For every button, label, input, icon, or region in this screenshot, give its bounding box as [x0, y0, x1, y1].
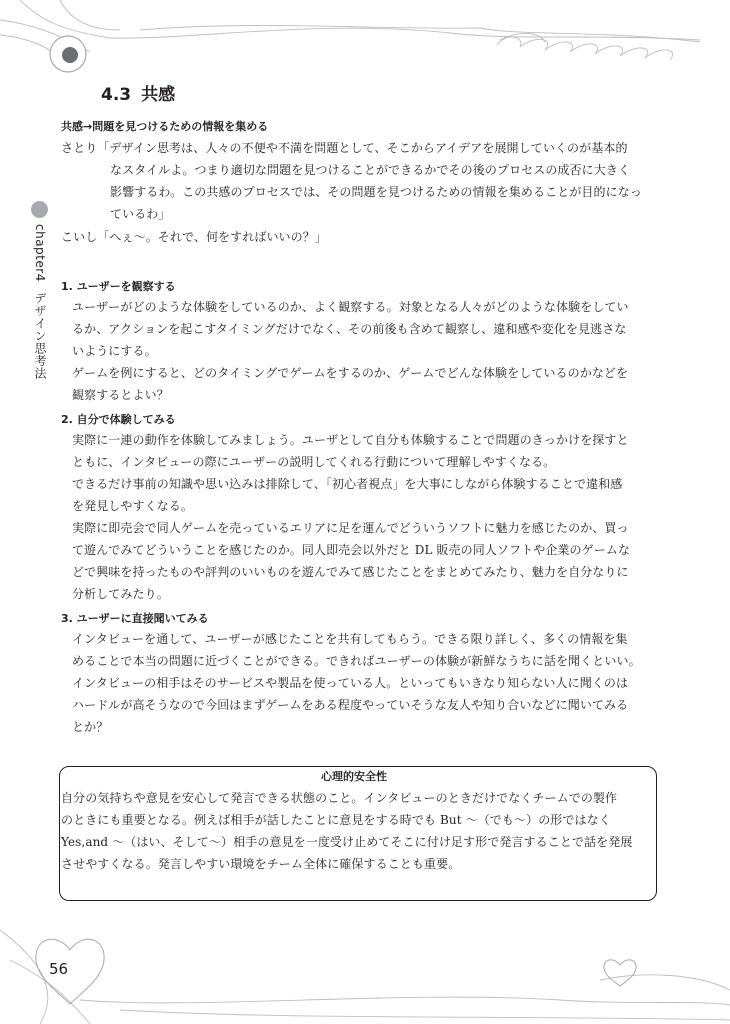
chapter-dot-icon — [31, 201, 48, 218]
chapter-title: デザイン思考法 — [33, 291, 47, 380]
chapter-number: chapter4 — [33, 224, 47, 282]
step-1-line: 観察するとよい？ — [72, 388, 169, 402]
chapter-label — [32, 224, 49, 379]
step-2-line: を発見しやすくなる。 — [72, 499, 194, 513]
satori-line: さとり「デザイン思考は、人々の不便や不満を問題として、そこからアイデアを展開していくのが基本的 — [61, 141, 628, 155]
step-2-line: 実際に即売会で同人ゲームを売っているエリアに足を運んでどういうソフトに魅力を感じたのか、買っ — [72, 521, 629, 535]
satori-line: ているわ」 — [110, 207, 171, 221]
step-2-heading: 2. 自分で体験してみる — [61, 413, 176, 426]
note-line: のときにも重要となる。例えば相手が話したことに意見をする時でも But ～（でも～）の形ではなく — [61, 813, 611, 827]
step-1-line: いようにする。 — [72, 344, 157, 358]
note-title: 心理的安全性 — [321, 770, 387, 783]
step-2-line: どで興味を持ったものや評判のいいものを遊んでみて感じたことをまとめてみたり、魅力を自分なりに — [72, 565, 629, 579]
step-1-line: ユーザーがどのような体験をしているのか、よく観察する。対象となる人々がどのような体験をしてい — [72, 300, 629, 314]
step-2-line: て遊んでみてどういうことを感じたのか。同人即売会以外だと DL 販売の同人ソフトや企業のゲームな — [72, 543, 631, 557]
note-line: Yes,and ～（はい、そして～）相手の意見を一度受け止めてそこに付け足す形で発言することで話を発展 — [61, 835, 633, 849]
page-number: 56 — [49, 960, 69, 978]
step-3-line: インタビューの相手はそのサービスや製品を使っている人。といってもいきなり知らない人に聞くのは — [72, 676, 629, 690]
section-title-text: 共感 — [141, 85, 176, 105]
note-line: させやすくなる。発言しやすい環境をチーム全体に確保することも重要。 — [61, 857, 461, 871]
step-1-line: るか、アクションを起こすタイミングだけでなく、その前後も含めて観察し、違和感や変化を見逃さな — [72, 322, 627, 336]
step-3-heading: 3. ユーザーに直接聞いてみる — [61, 612, 209, 625]
section-number: 4.3 — [101, 85, 132, 105]
step-3-line: ハードルが高そうなので今回はまずゲームをある程度やっていそうな友人や知り合いなどに聞いてみる — [72, 698, 629, 712]
intro-heading: 共感→問題を見つけるための情報を集める — [61, 120, 269, 133]
step-1-heading: 1. ユーザーを観察する — [61, 280, 176, 293]
chapter-side-tab — [30, 201, 50, 379]
section-title — [101, 80, 175, 105]
note-line: 自分の気持ちや意見を安心して発言できる状態のこと。インタビューのときだけでなくチームでの製作 — [61, 791, 618, 805]
satori-line: なスタイルよ。つまり適切な問題を見つけることができるかでその後のプロセスの成否に大きく — [110, 163, 631, 177]
koishi-line: こいし「へぇ～。それで、何をすればいいの？」 — [61, 230, 327, 244]
step-3-line: とか？ — [72, 720, 109, 734]
step-3-line: インタビューを通して、ユーザーが感じたことを共有してもらう。できる限り詳しく、多くの情報を集 — [72, 632, 628, 646]
step-1-line: ゲームを例にすると、どのタイミングでゲームをするのか、ゲームでどんな体験をしているのかなどを — [72, 366, 629, 380]
step-2-line: できるだけ事前の知識や思い込みは排除して、「初心者視点」を大事にしながら体験することで違和感 — [72, 477, 623, 491]
step-2-line: 実際に一連の動作を体験してみましょう。ユーザとして自分も体験することで問題のきっかけを探すと — [72, 433, 629, 447]
satori-line: 影響するわ。この共感のプロセスでは、その問題を見つけるための情報を集めることが目的になっ — [110, 185, 642, 199]
step-3-line: めることで本当の問題に近づくことができる。できればユーザーの体験が新鮮なうちに話を聞くといい。 — [72, 654, 641, 668]
step-2-line: ともに、インタビューの際にユーザーの説明してくれる行動について理解しやすくなる。 — [72, 455, 556, 469]
step-2-line: 分析してみたり。 — [72, 587, 169, 601]
